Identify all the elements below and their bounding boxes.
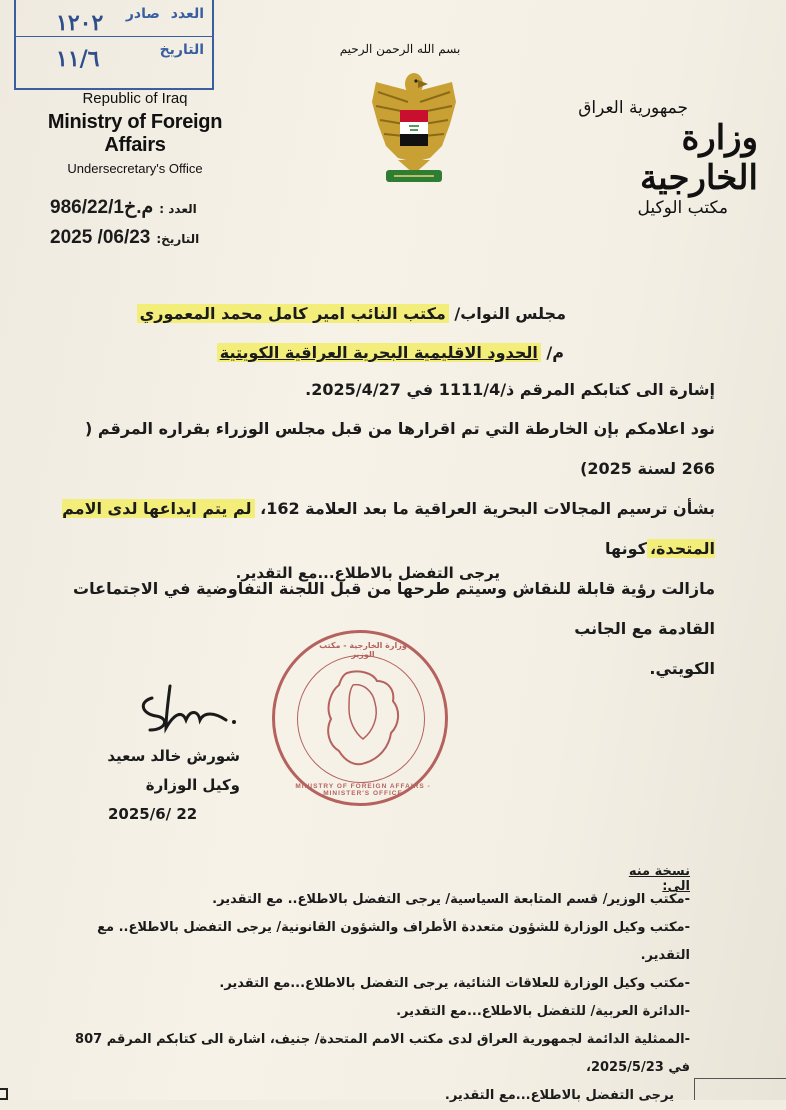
registry-date-label: التاريخ	[159, 42, 204, 58]
corner-mark	[0, 1088, 8, 1100]
reference-line: إشارة الى كتابكم المرقم ذ/1111/4 في 2025/4/27.	[305, 380, 715, 399]
registry-hand-date: ١١/٦	[56, 46, 100, 72]
copies-heading: نسخة منه الى:	[628, 864, 690, 894]
reference-date-label: التاريخ:	[156, 232, 200, 246]
footer-box	[694, 1078, 786, 1100]
reference-number-label: العدد :	[159, 202, 197, 216]
arabic-header	[558, 98, 758, 218]
registry-number-label: العدد	[170, 6, 204, 22]
iraq-eagle-emblem-icon	[368, 62, 460, 190]
paragraph-line-2-start: بشأن ترسيم المجالات البحرية العراقية ما بعد العلامة 162،	[260, 499, 715, 518]
seal-text-en: MINISTRY OF FOREIGN AFFAIRS - MINISTER'S OFFICE	[295, 783, 431, 797]
registry-hand-number: ١٢٠٢	[56, 10, 104, 36]
paragraph-line-4: الكويتي.	[649, 659, 715, 678]
signatory-name: شورش خالد سعيد	[107, 747, 240, 765]
copies-list	[60, 886, 690, 1110]
recipient-highlight: مكتب النائب امير كامل محمد المعموري	[137, 304, 449, 323]
copies-item: يرجى التفضل بالاطلاع...مع التقدير.	[444, 1088, 674, 1103]
recipient-line	[40, 294, 566, 334]
signature-date: 2025/6/ 22	[108, 805, 198, 823]
subject-line	[40, 333, 564, 373]
recipient-prefix: مجلس النواب/	[454, 304, 566, 323]
copies-item: -الممثلية الدائمة لجمهورية العراق لدى مكتب الامم المتحدة/ جنيف، اشارة الى كتابكم المرقم 807 في 2025/5/23،	[75, 1032, 690, 1075]
header-ministry-ar: وزارة الخارجية	[639, 118, 758, 198]
ministry-seal	[272, 630, 448, 806]
closing-line: يرجى التفضل بالاطلاع...مع التقدير.	[235, 564, 500, 582]
header-ministry-en: Ministry of Foreign Affairs	[47, 111, 223, 156]
seal-text-ar: وزارة الخارجية - مكتب الوزير	[319, 641, 407, 659]
registry-outgoing-label: صادر	[125, 6, 160, 22]
signature-scribble-icon	[130, 680, 250, 740]
basmala: بسم الله الرحمن الرحيم	[339, 42, 461, 56]
signature-block	[90, 742, 240, 829]
registry-stamp	[14, 0, 214, 90]
subject-highlight: الحدود الاقليمية البحرية العراقية الكويتية	[217, 343, 541, 362]
copies-item: -مكتب الوزير/ قسم المتابعة السياسية/ يرجى التفضل بالاطلاع.. مع التقدير.	[212, 892, 690, 907]
header-office-ar: مكتب الوكيل	[637, 198, 728, 218]
header-office-en: Undersecretary's Office	[67, 161, 203, 176]
header-country-en: Republic of Iraq	[82, 90, 188, 107]
header-country-ar: جمهورية العراق	[578, 98, 688, 118]
reference-number: 986/22/1م.خ	[50, 197, 154, 218]
reference-date: 2025 /06/23	[50, 227, 151, 248]
signatory-title: وكيل الوزارة	[145, 776, 240, 794]
paragraph-line-3: مازالت رؤية قابلة للنقاش وسيتم طرحها من قبل اللجنة التفاوضية في الاجتماعات القادمة مع الجانب	[73, 579, 715, 638]
paragraph-line-1: نود اعلامكم بإن الخارطة التي تم اقرارها من قبل مجلس الوزراء بقراره المرقم ( 266 لسنة 2025)	[84, 419, 715, 478]
copies-item: -الدائرة العربية/ للتفضل بالاطلاع...مع التقدير.	[396, 1004, 690, 1019]
reference-block	[50, 196, 250, 249]
copies-item: -مكتب وكيل الوزارة للعلاقات الثنائية، يرجى التفضل بالاطلاع...مع التقدير.	[219, 976, 690, 991]
subject-prefix: م/	[546, 343, 564, 362]
english-header	[30, 90, 240, 176]
iraq-map-icon	[315, 667, 409, 771]
paragraph-line-2	[60, 489, 715, 569]
copies-item: -مكتب وكيل الوزارة للشؤون متعددة الأطراف والشؤون القانونية/ يرجى التفضل بالاطلاع.. مع التقدير.	[97, 920, 690, 963]
paragraph-line-2-highlight: لم يتم ايداعها لدى الامم المتحدة،	[62, 499, 715, 558]
paragraph-line-2-end: كونها	[605, 539, 647, 558]
